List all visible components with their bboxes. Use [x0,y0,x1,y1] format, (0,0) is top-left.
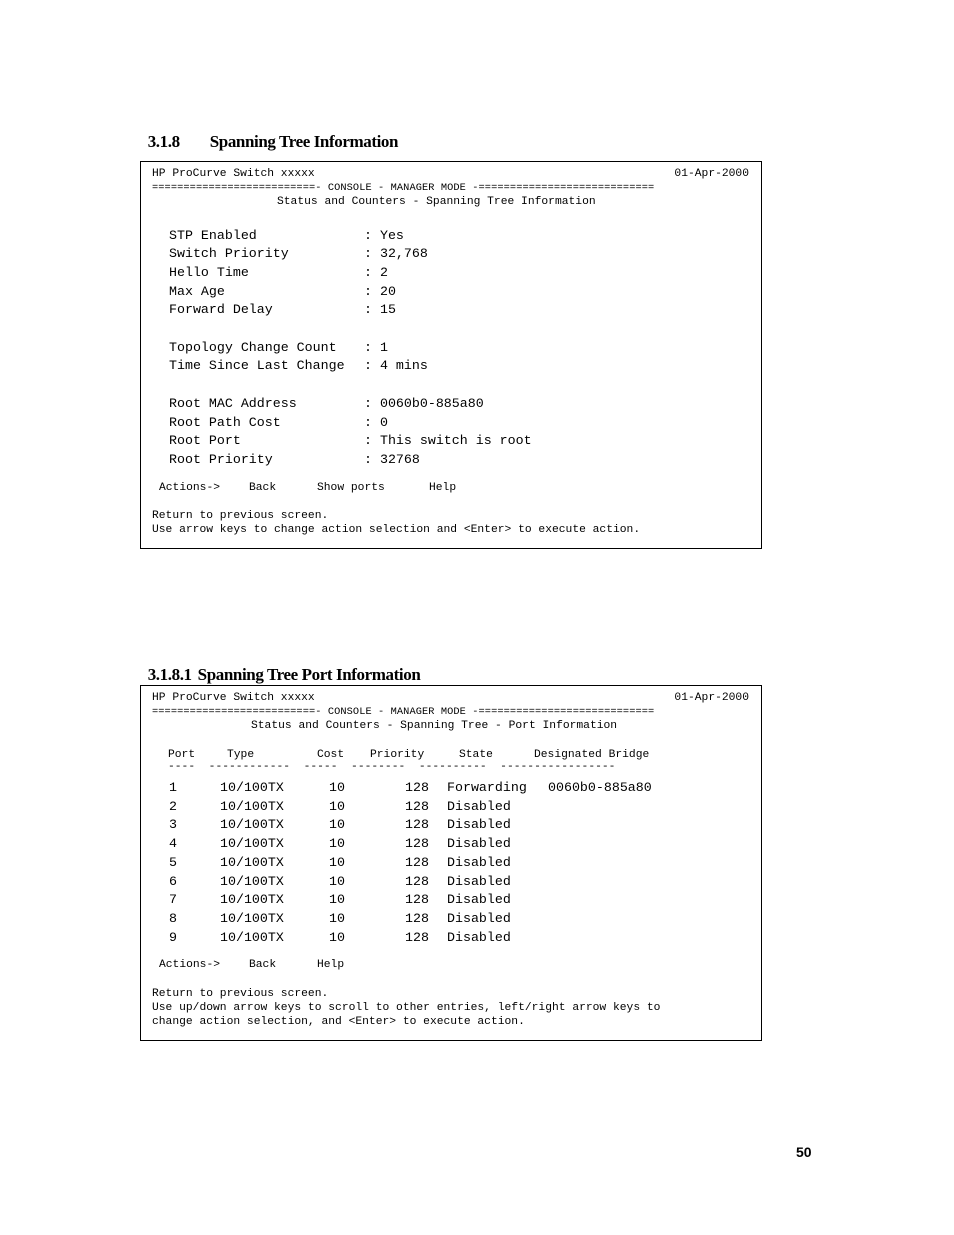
section-title: Spanning Tree Port Information [197,665,421,684]
cell-port: 8 [169,911,177,926]
field-label: Hello Time [169,265,249,280]
cell-priority: 128 [405,911,429,926]
field-label: Root MAC Address [169,396,297,411]
action-back[interactable]: Back [249,482,277,494]
field-value: : 32768 [364,452,420,467]
cell-port: 4 [169,836,177,851]
cell-port: 2 [169,799,177,814]
console-date: 01-Apr-2000 [674,692,749,704]
column-header-state: State [459,749,493,761]
action-back[interactable]: Back [249,959,277,971]
cell-state: Disabled [447,855,511,870]
section-number: 3.1.8 [147,132,180,151]
column-header-port: Port [168,749,196,761]
field-value: : 0 [364,415,388,430]
action-show-ports[interactable]: Show ports [317,482,385,494]
actions-label: Actions-> [159,959,221,971]
cell-port: 3 [169,817,177,832]
section-heading-spanning-tree-info [140,112,398,152]
field-label: Root Priority [169,452,273,467]
cell-cost: 10 [329,892,345,907]
cell-port: 1 [169,780,177,795]
help-text: change action selection, and <Enter> to execute action. [152,1016,525,1028]
help-text: Use up/down arrow keys to scroll to other entries, left/right arrow keys to [152,1002,661,1014]
cell-cost: 10 [329,836,345,851]
cell-cost: 10 [329,874,345,889]
field-label: Forward Delay [169,302,273,317]
cell-priority: 128 [405,874,429,889]
cell-type: 10/100TX [220,817,284,832]
field-label: STP Enabled [169,228,257,243]
cell-type: 10/100TX [220,836,284,851]
column-header-priority: Priority [370,749,425,761]
cell-cost: 10 [329,855,345,870]
cell-state: Disabled [447,930,511,945]
console-screen-port-info [140,685,762,1041]
section-number: 3.1.8.1 [147,665,192,684]
cell-port: 5 [169,855,177,870]
help-text: Return to previous screen. [152,510,329,522]
actions-label: Actions-> [159,482,221,494]
cell-cost: 10 [329,799,345,814]
console-date: 01-Apr-2000 [674,168,749,180]
cell-type: 10/100TX [220,780,284,795]
cell-cost: 10 [329,930,345,945]
cell-type: 10/100TX [220,874,284,889]
column-header-cost: Cost [317,749,345,761]
field-value: : 32,768 [364,246,428,261]
cell-cost: 10 [329,780,345,795]
cell-priority: 128 [405,817,429,832]
console-title: HP ProCurve Switch xxxxx [152,168,315,180]
action-help[interactable]: Help [317,959,345,971]
page-number: 50 [796,1144,812,1160]
screen-title: Status and Counters - Spanning Tree Information [277,196,596,208]
field-value: : 20 [364,284,396,299]
screen-title: Status and Counters - Spanning Tree - Port Information [251,720,618,732]
cell-state: Disabled [447,892,511,907]
help-text: Return to previous screen. [152,988,329,1000]
field-label: Root Path Cost [169,415,281,430]
cell-type: 10/100TX [220,855,284,870]
cell-cost: 10 [329,911,345,926]
cell-type: 10/100TX [220,799,284,814]
column-header-designated-bridge: Designated Bridge [534,749,650,761]
cell-type: 10/100TX [220,911,284,926]
cell-port: 9 [169,930,177,945]
header-rule: ---- ------------ ----- -------- ---------- ----------------- [168,761,616,773]
cell-state: Disabled [447,836,511,851]
cell-type: 10/100TX [220,892,284,907]
cell-port: 7 [169,892,177,907]
field-value: : 1 [364,340,388,355]
cell-state: Disabled [447,799,511,814]
cell-state: Disabled [447,874,511,889]
cell-cost: 10 [329,817,345,832]
column-header-type: Type [227,749,255,761]
field-value: : 15 [364,302,396,317]
section-title: Spanning Tree Information [209,132,399,151]
console-mode-bar: ==========================- CONSOLE - MANAGER MODE -============================ [152,706,655,718]
field-value: : Yes [364,228,404,243]
cell-priority: 128 [405,892,429,907]
cell-state: Disabled [447,911,511,926]
cell-state: Forwarding [447,780,527,795]
cell-bridge: 0060b0-885a80 [548,780,652,795]
field-label: Topology Change Count [169,340,337,355]
cell-type: 10/100TX [220,930,284,945]
field-label: Max Age [169,284,225,299]
help-text: Use arrow keys to change action selection and <Enter> to execute action. [152,524,641,536]
field-value: : 0060b0-885a80 [364,396,484,411]
cell-priority: 128 [405,780,429,795]
cell-state: Disabled [447,817,511,832]
cell-priority: 128 [405,930,429,945]
field-value: : 2 [364,265,388,280]
action-help[interactable]: Help [429,482,457,494]
field-label: Root Port [169,433,241,448]
cell-port: 6 [169,874,177,889]
console-screen-spanning-tree [140,161,762,549]
section-heading-port-info [140,645,420,685]
console-mode-bar: ==========================- CONSOLE - MANAGER MODE -============================ [152,182,655,194]
field-label: Time Since Last Change [169,358,345,373]
cell-priority: 128 [405,799,429,814]
cell-priority: 128 [405,836,429,851]
field-value: : 4 mins [364,358,428,373]
field-label: Switch Priority [169,246,289,261]
console-title: HP ProCurve Switch xxxxx [152,692,315,704]
cell-priority: 128 [405,855,429,870]
field-value: : This switch is root [364,433,532,448]
